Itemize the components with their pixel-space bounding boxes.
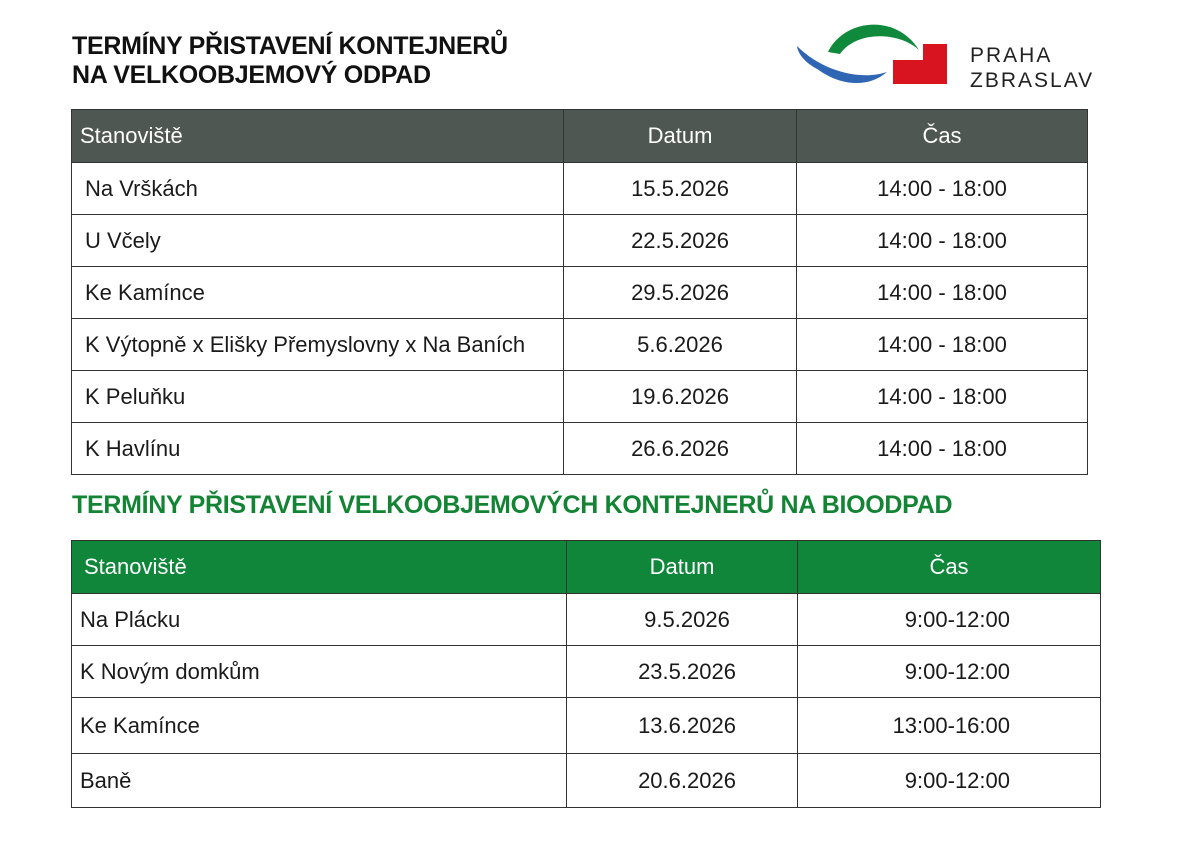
logo-text	[970, 43, 1094, 93]
cell-location: Na Plácku	[72, 594, 567, 646]
page-title-line-2: NA VELKOOBJEMOVÝ ODPAD	[72, 61, 431, 89]
column-header-date: Datum	[564, 110, 797, 163]
table-row	[72, 371, 1088, 423]
table-row	[72, 698, 1101, 754]
table-row	[72, 163, 1088, 215]
bulky-waste-schedule-table	[71, 109, 1088, 475]
column-header-date: Datum	[567, 541, 798, 594]
cell-location: Ke Kamínce	[72, 267, 564, 319]
cell-time: 9:00-12:00	[798, 754, 1101, 808]
cell-time: 13:00-16:00	[798, 698, 1101, 754]
table-row	[72, 319, 1088, 371]
cell-time: 14:00 - 18:00	[797, 319, 1088, 371]
table-row	[72, 594, 1101, 646]
column-header-time: Čas	[797, 110, 1088, 163]
page-title	[72, 32, 508, 90]
cell-location: U Včely	[72, 215, 564, 267]
table-row	[72, 267, 1088, 319]
cell-date: 13.6.2026	[567, 698, 798, 754]
table-row	[72, 215, 1088, 267]
cell-location: K Havlínu	[72, 423, 564, 475]
cell-location: Na Vrškách	[72, 163, 564, 215]
logo-red-shape	[893, 44, 947, 84]
table-header-row	[72, 110, 1088, 163]
cell-location: K Výtopně x Elišky Přemyslovny x Na Baních	[72, 319, 564, 371]
cell-date: 15.5.2026	[564, 163, 797, 215]
cell-location: K Novým domkům	[72, 646, 567, 698]
cell-date: 26.6.2026	[564, 423, 797, 475]
column-header-time: Čas	[798, 541, 1101, 594]
bio-waste-title: TERMÍNY PŘISTAVENÍ VELKOOBJEMOVÝCH KONTEJNERŮ NA BIOODPAD	[72, 491, 953, 519]
cell-date: 22.5.2026	[564, 215, 797, 267]
cell-location: Baně	[72, 754, 567, 808]
table-header-row	[72, 541, 1101, 594]
cell-location: Ke Kamínce	[72, 698, 567, 754]
logo-green-arc	[828, 25, 919, 54]
column-header-location: Stanoviště	[72, 110, 564, 163]
cell-date: 23.5.2026	[567, 646, 798, 698]
cell-time: 14:00 - 18:00	[797, 215, 1088, 267]
cell-date: 20.6.2026	[567, 754, 798, 808]
cell-date: 5.6.2026	[564, 319, 797, 371]
cell-time: 14:00 - 18:00	[797, 371, 1088, 423]
cell-date: 19.6.2026	[564, 371, 797, 423]
logo-text-praha: PRAHA	[970, 44, 1053, 67]
cell-time: 14:00 - 18:00	[797, 267, 1088, 319]
cell-time: 14:00 - 18:00	[797, 423, 1088, 475]
table-row	[72, 646, 1101, 698]
cell-time: 9:00-12:00	[798, 646, 1101, 698]
cell-date: 29.5.2026	[564, 267, 797, 319]
logo-text-zbraslav: ZBRASLAV	[970, 69, 1095, 92]
cell-time: 9:00-12:00	[798, 594, 1101, 646]
bio-waste-schedule-table	[71, 540, 1101, 808]
page-title-line-1: TERMÍNY PŘISTAVENÍ KONTEJNERŮ	[72, 32, 508, 60]
table-row	[72, 754, 1101, 808]
table-row	[72, 423, 1088, 475]
cell-location: K Peluňku	[72, 371, 564, 423]
cell-date: 9.5.2026	[567, 594, 798, 646]
column-header-location: Stanoviště	[72, 541, 567, 594]
cell-time: 14:00 - 18:00	[797, 163, 1088, 215]
